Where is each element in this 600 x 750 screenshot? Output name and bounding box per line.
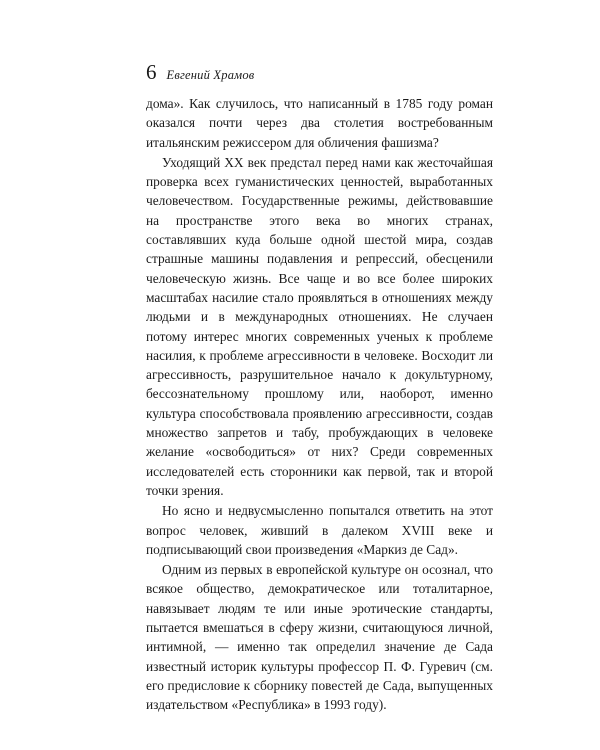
paragraph: Но ясно и недвусмысленно попытался ответить на этот вопрос человек, живший в далеком XVIII веке и подписывающий свои произведения «Маркиз де Сад». <box>146 503 493 557</box>
running-head <box>146 62 493 90</box>
author-name: Евгений Храмов <box>166 68 255 82</box>
paragraph: Уходящий XX век предстал перед нами как жесточайшая проверка всех гуманистических ценностей, выработанных человечеством. Государственные режимы, действовавшие на пространстве этого века во многих странах, составлявших куда больше одной шестой мира, создав страшные машины подавления и репрессий, обесценили человеческую жизнь. Все чаще и во все более широких масштабах насилие стало проявляться в отношениях между людьми и в международных отношениях. Не случаен потому интерес многих современных ученых к проблеме насилия, к проблеме агрессивности в человеке. Восходит ли агрессивность, разрушительное начало к докультурному, бессознательному прошлому или, наоборот, именно культура способствовала проявлению агрессивности, создав множество запретов и табу, пробуждающих в человеке желание «освободиться» от них? Среди современных исследователей есть сторонники как первой, так и второй точки зрения. <box>146 154 493 498</box>
page-number: 6 <box>146 60 157 84</box>
book-page <box>146 62 493 715</box>
body-text <box>146 94 493 715</box>
paragraph: дома». Как случилось, что написанный в 1785 году роман оказался почти через два столетия востребованным итальянским режиссером для обличения фашизма? <box>146 96 493 150</box>
paragraph: Одним из первых в европейской культуре он осознал, что всякое общество, демократическое или тоталитарное, навязывает людям те или иные эротические стандарты, пытается вмешаться в сферу жизни, считающуюся личной, интимной, — именно так определил значение де Сада известный историк культуры профессор П. Ф. Гуревич (см. его предисловие к сборнику повестей де Сада, выпущенных издательством «Республика» в 1993 году). <box>146 562 493 713</box>
